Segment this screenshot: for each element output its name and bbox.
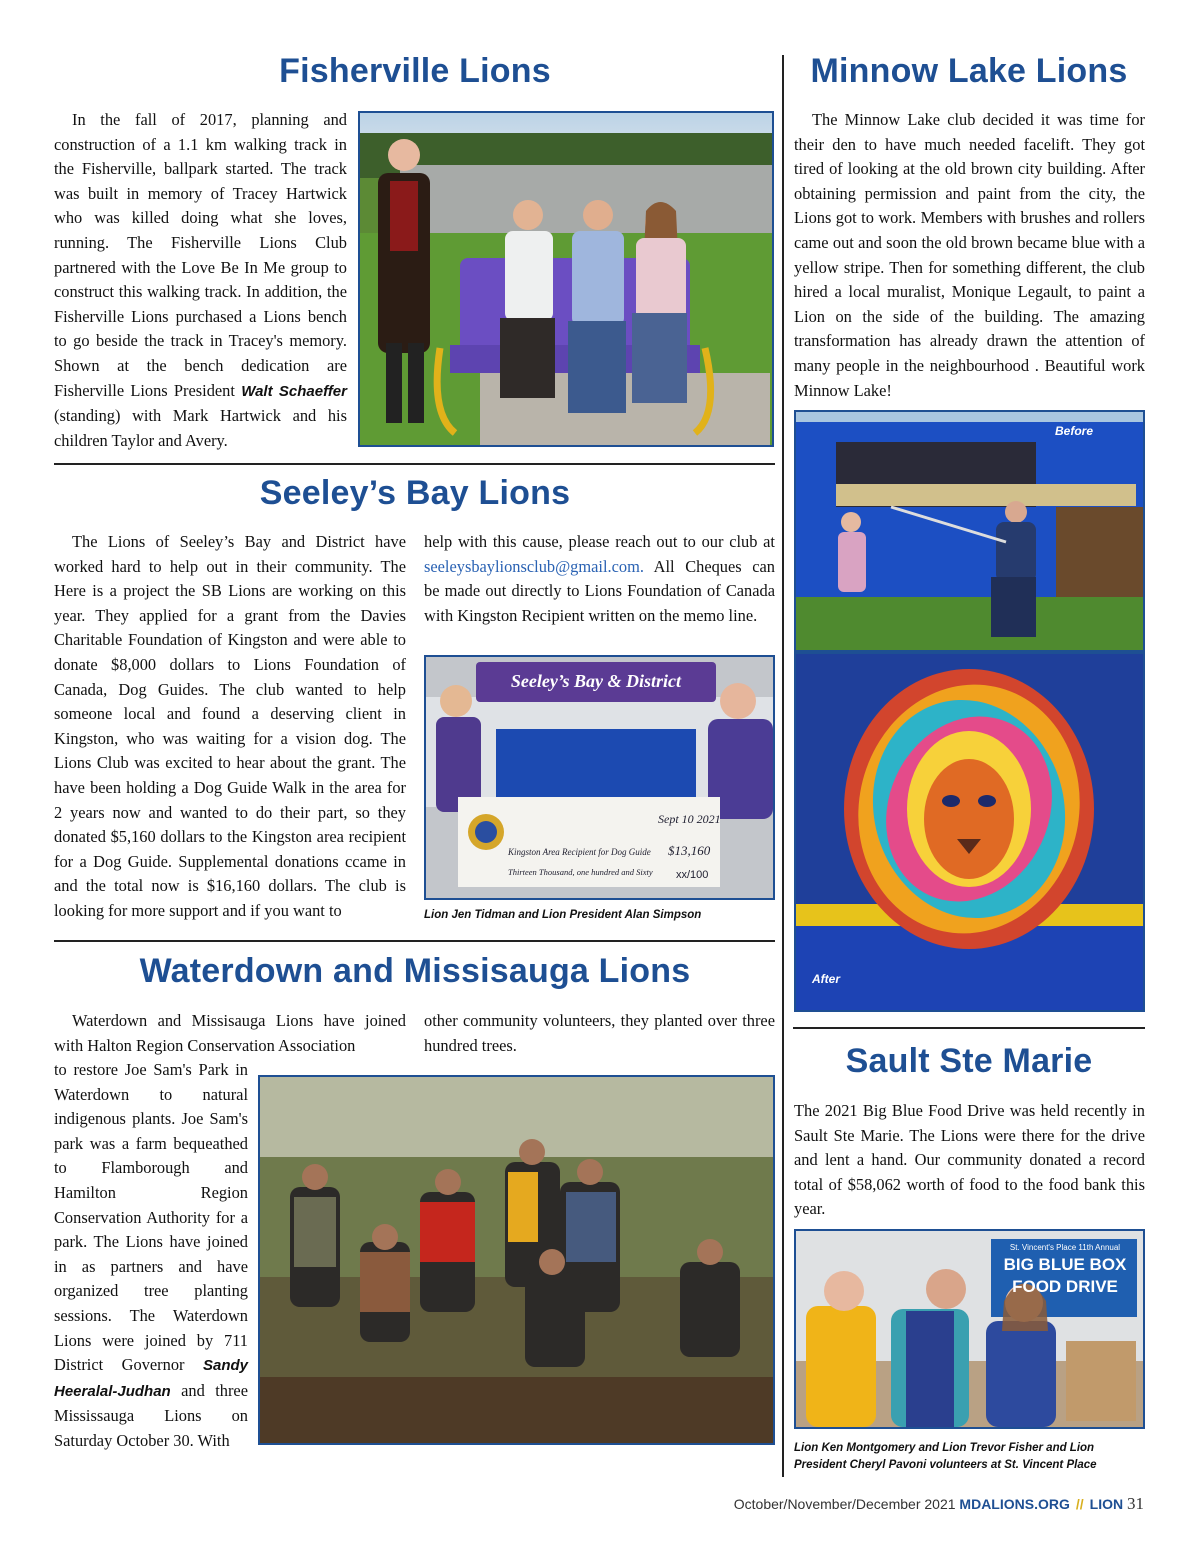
fisherville-bench-photo: [358, 111, 774, 447]
seeley-text-right: [424, 530, 775, 628]
waterdown-governor-name: Sandy Heeralal-Judhan: [54, 1357, 248, 1400]
seeley-text-right-b: All Cheques can be made out directly to Lions Foundation of Canada with Kingston Recipient written on the memo line.: [424, 556, 775, 625]
fisherville-text-b: (standing) with Mark Hartwick and his children Taylor and Avery.: [54, 406, 347, 450]
fisherville-text-a: In the fall of 2017, planning and construction of a 1.1 km walking track in the Fisherville, ballpark started. The track was built in memory of Tracey Hartwick who was killed doing what she loves, running. The Fisherville Lions Club partnered with the Love Be In Me group to construct this walking track. In addition, the Fisherville Lions purchased a Lions bench to go beside the track in Tracey's memory. Shown at the bench dedication are Fisherville Lions President: [54, 110, 347, 400]
page-footer: [734, 1494, 1144, 1514]
fisherville-president-name: Walt Schaeffer: [241, 382, 347, 400]
minnow-text: [794, 108, 1145, 403]
food-drive-banner-small: St. Vincent's Place 11th Annual: [1009, 1243, 1121, 1252]
footer-site-link[interactable]: MDALIONS.ORG: [959, 1496, 1070, 1512]
cheque-date: Sept 10 2021: [658, 812, 721, 826]
sault-title: Sault Ste Marie: [845, 1042, 1093, 1080]
footer-issue: October/November/December 2021: [733, 1496, 956, 1512]
waterdown-text-narrow-a: to restore Joe Sam's Park in Waterdown to natural indigenous plants. Joe Sam's park was a farm bequeathed to Flamborough and Hamilton Region Conservation Authority for a park. The Lions have joined in as partners and have organized tree planting sessions. The Waterdown Lions were joined by 711 District Governor: [54, 1060, 248, 1375]
cheque-amount: $13,160: [668, 843, 711, 858]
fisherville-text: [54, 108, 347, 453]
seeley-photo-caption: Lion Jen Tidman and Lion President Alan Simpson: [424, 909, 702, 921]
minnow-after-mural-photo: [794, 652, 1145, 1012]
minnow-title: Minnow Lake Lions: [810, 52, 1128, 90]
fisherville-title: Fisherville Lions: [279, 52, 551, 90]
divider-seeley-waterdown: [54, 940, 775, 942]
divider-minnow-sault: [793, 1027, 1145, 1029]
waterdown-title: Waterdown and Missisauga Lions: [139, 952, 691, 990]
waterdown-text-right-paragraph: other community volunteers, they planted over three hundred trees.: [424, 1011, 775, 1055]
footer-separator: //: [1075, 1496, 1084, 1512]
seeley-text-left: [54, 530, 406, 924]
food-drive-banner-line1: BIG BLUE BOX: [1003, 1255, 1127, 1274]
minnow-text-paragraph: The Minnow Lake club decided it was time for their den to have much needed facelift. They got tired of looking at the old brown city building. After obtaining permission and paint from the city, the Lions got to work. Members with brushes and rollers came out and soon the old brown became blue with a yellow stripe. Then for something different, the club hired a local muralist, Monique Legault, to paint a Lion on the side of the building. The amazing transformation has already drawn the attention of many people in the neighbourhood . Beautiful work Minnow Lake!: [794, 110, 1145, 400]
footer-page-number: 31: [1127, 1494, 1144, 1513]
waterdown-text-narrow: [54, 1058, 248, 1454]
seeley-cheque-photo: [424, 655, 775, 900]
seeley-text-left-paragraph: The Lions of Seeley’s Bay and District have worked hard to help out in their community. The Here is a project the SB Lions are working on this year. They applied for a grant from the Davies Charitable Foundation of Kingston and were able to donate $8,000 dollars to Lions Foundation of Canada, Dog Guides. The club wanted to help someone local and found a deserving client in Kingston, who was waiting for a vision dog. The Lions Club was excited to hear about the grant. The have been holding a Dog Guide Walk in the area for 2 years now and wanted to do their part, so they donated $5,160 dollars to the Kingston area recipient for a Dog Guide. Supplemental donations ccame in and the total now is $16,160 dollars. The club is looking for more support and if you want to: [54, 532, 406, 920]
waterdown-text-end: and three Mississauga Lions on Saturday October 30. With: [54, 1380, 248, 1450]
food-drive-banner-line2: FOOD DRIVE: [1012, 1277, 1118, 1296]
waterdown-tree-planting-photo: [258, 1075, 775, 1445]
divider-fisherville-seeley: [54, 463, 775, 465]
waterdown-text-top: [54, 1009, 406, 1058]
sault-text-paragraph: The 2021 Big Blue Food Drive was held recently in Sault Ste Marie. The Lions were there for the drive and lent a hand. Our community donated a record total of $58,062 worth of food to the food bank this year.: [794, 1101, 1145, 1219]
footer-magazine: LION: [1089, 1496, 1124, 1512]
sault-text: [794, 1099, 1145, 1222]
waterdown-text-top-paragraph: Waterdown and Missisauga Lions have joined with Halton Region Conservation Association: [54, 1011, 406, 1055]
sault-photo-caption: Lion Ken Montgomery and Lion Trevor Fisher and Lion President Cheryl Pavoni volunteers at St. Vincent Place: [794, 1442, 1097, 1471]
sault-food-drive-photo: [794, 1229, 1145, 1429]
after-label: After: [812, 972, 841, 986]
cheque-words: Thirteen Thousand, one hundred and Sixty: [508, 867, 653, 877]
seeley-title: Seeley’s Bay Lions: [259, 474, 571, 512]
before-label: Before: [1054, 424, 1093, 438]
seeley-banner-text: Seeley’s Bay & District: [510, 671, 682, 691]
waterdown-text-right: [424, 1009, 775, 1058]
column-divider: [782, 55, 784, 1477]
seeley-text-right-a: help with this cause, please reach out to our club at: [424, 532, 775, 551]
seeley-email-link[interactable]: seeleysbaylionsclub@gmail.com.: [424, 556, 644, 576]
cheque-cents: xx/100: [676, 869, 709, 881]
minnow-before-photo: [794, 410, 1145, 652]
cheque-payee: Kingston Area Recipient for Dog Guide: [508, 847, 651, 857]
